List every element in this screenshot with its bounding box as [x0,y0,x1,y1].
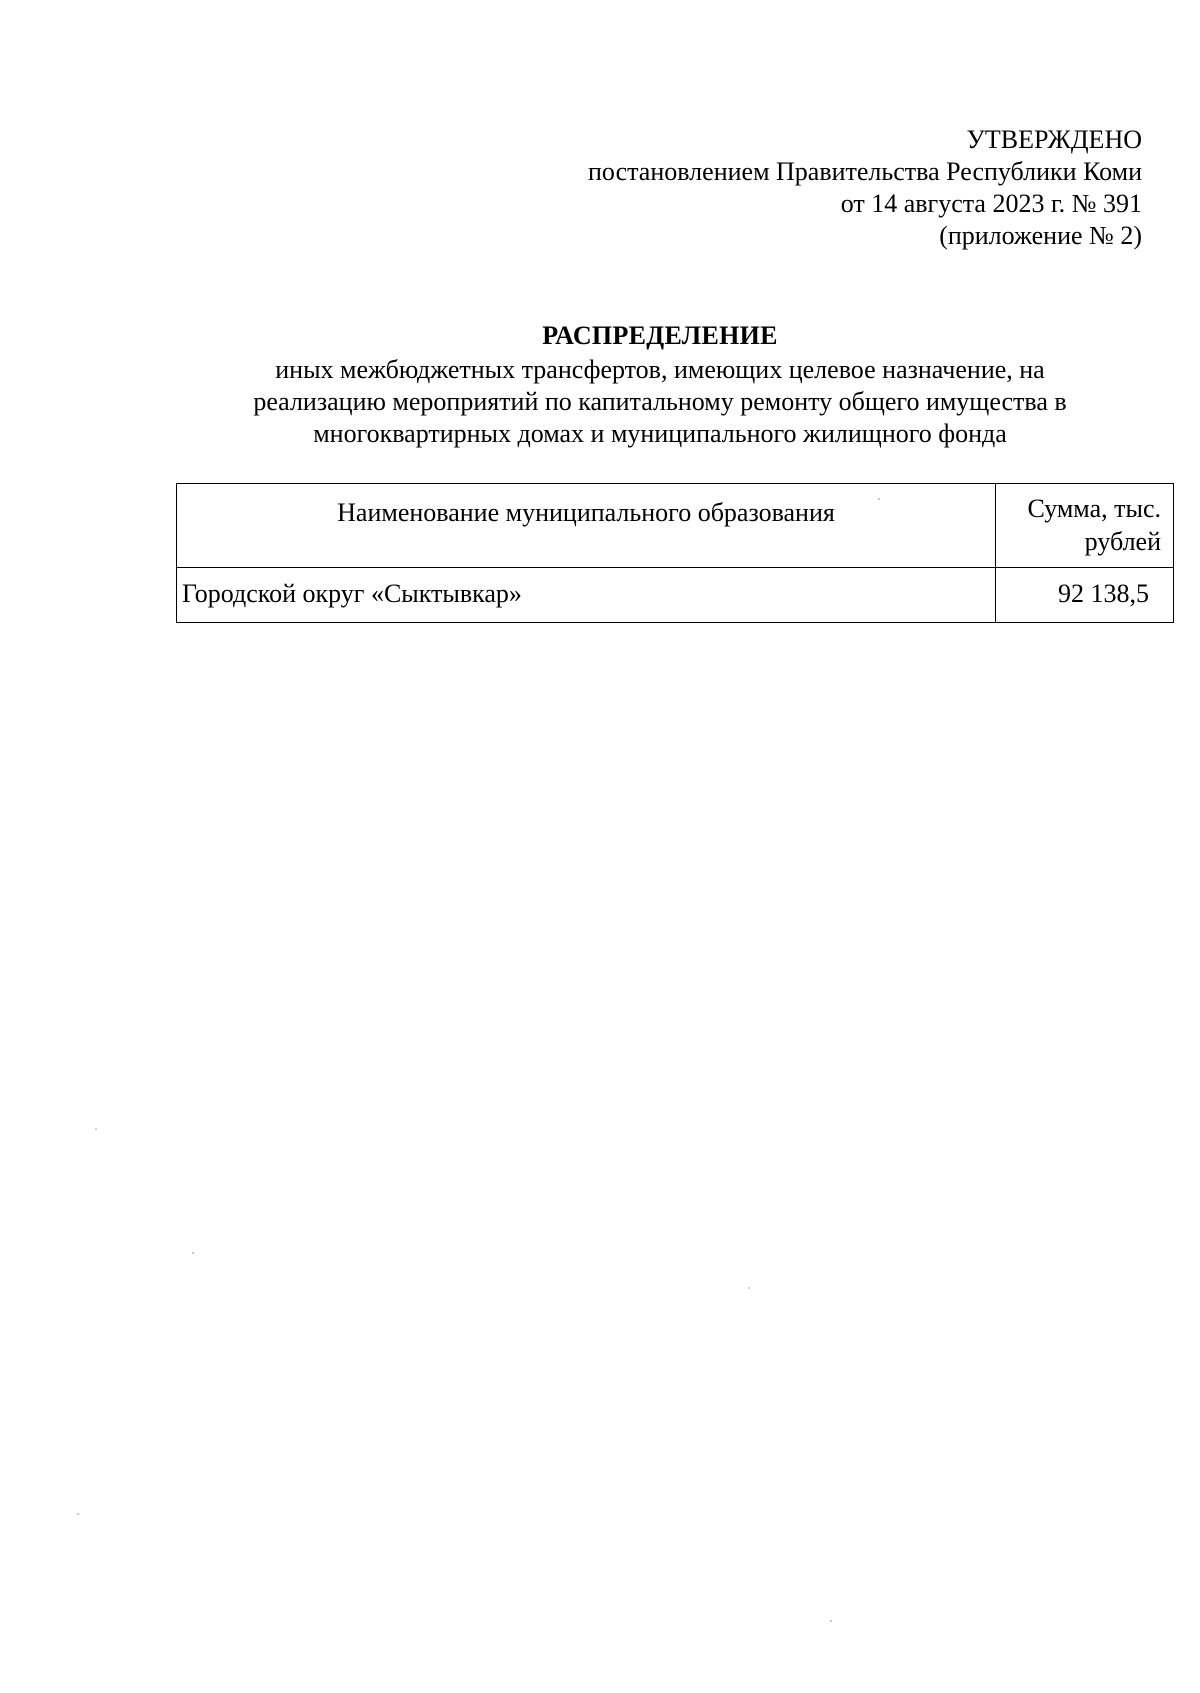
approval-date-number: от 14 августа 2023 г. № 391 [840,189,1142,218]
table-header-row [177,484,1174,568]
distribution-table [176,483,1174,623]
subtitle-line: реализацию мероприятий по капитальному ремонту общего имущества в [253,387,1067,416]
subtitle-line: иных межбюджетных трансфертов, имеющих целевое назначение, на [275,355,1045,384]
header-sum [996,484,1174,568]
scan-speck [830,1620,832,1622]
scan-speck [878,498,880,500]
header-sum-line: рублей [1084,527,1161,556]
table-row [177,568,1174,623]
title-block [180,320,1140,450]
approval-appendix: (приложение № 2) [939,221,1142,250]
document-subtitle [180,354,1140,450]
subtitle-line: многоквартирных домах и муниципального жилищного фонда [313,419,1007,448]
scan-speck [192,1252,194,1254]
document-title: РАСПРЕДЕЛЕНИЕ [542,321,778,350]
header-sum-line: Сумма, тыс. [1027,494,1161,523]
cell-municipality: Городской округ «Сыктывкар» [177,568,996,623]
scan-speck [748,1287,750,1289]
scan-speck [95,1128,97,1130]
scan-speck [77,1513,79,1515]
header-municipality: Наименование муниципального образования [177,484,996,568]
cell-sum: 92 138,5 [996,568,1174,623]
approval-issuer: постановлением Правительства Республики Коми [588,157,1142,186]
approval-heading: УТВЕРЖДЕНО [966,125,1142,154]
approval-stamp [442,124,1142,252]
